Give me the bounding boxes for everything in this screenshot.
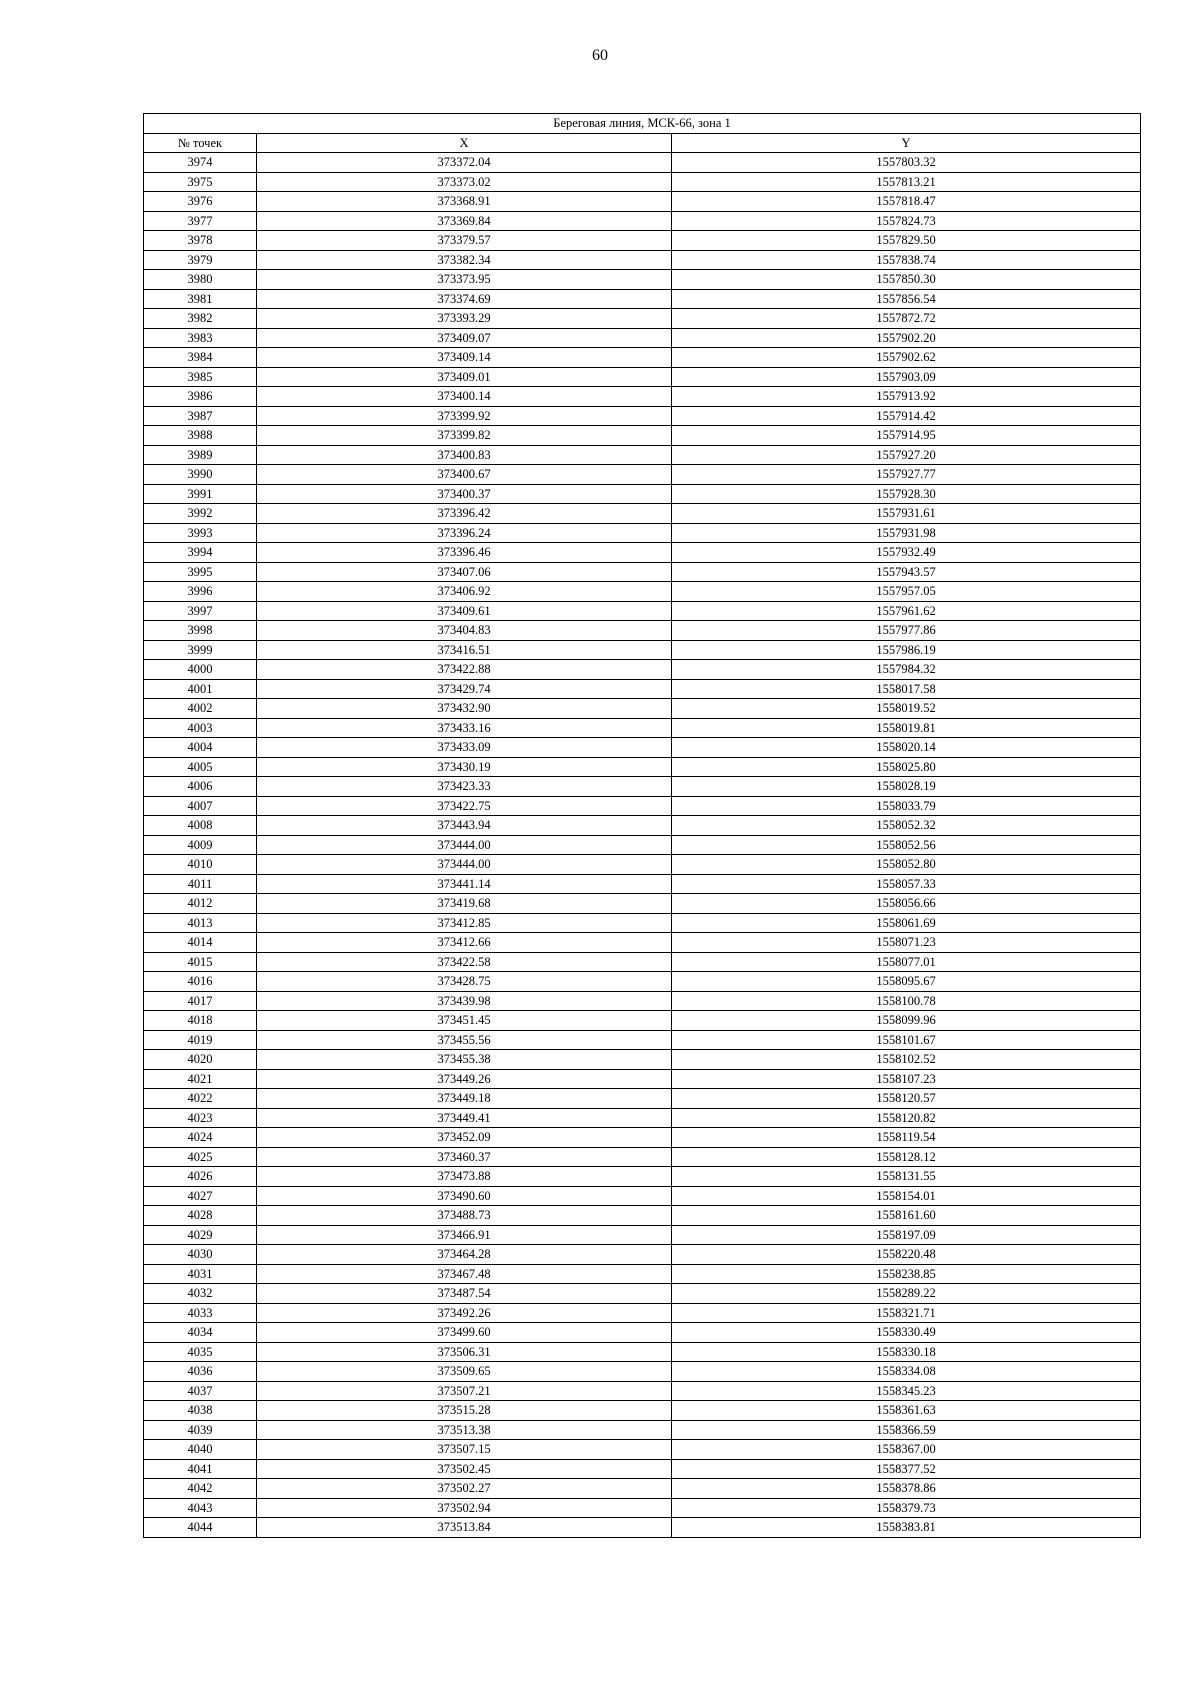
cell-y: 1558154.01	[672, 1186, 1141, 1206]
table-row	[144, 601, 1141, 621]
table-row	[144, 289, 1141, 309]
table-body	[144, 153, 1141, 1538]
cell-y: 1557931.61	[672, 504, 1141, 524]
cell-x: 373369.84	[257, 211, 672, 231]
cell-y: 1557943.57	[672, 562, 1141, 582]
cell-x: 373373.95	[257, 270, 672, 290]
cell-y: 1558161.60	[672, 1206, 1141, 1226]
cell-point-number: 3992	[144, 504, 257, 524]
cell-x: 373492.26	[257, 1303, 672, 1323]
cell-x: 373396.24	[257, 523, 672, 543]
cell-y: 1558366.59	[672, 1420, 1141, 1440]
cell-point-number: 3994	[144, 543, 257, 563]
table-row	[144, 1167, 1141, 1187]
cell-x: 373490.60	[257, 1186, 672, 1206]
cell-y: 1557829.50	[672, 231, 1141, 251]
cell-y: 1557928.30	[672, 484, 1141, 504]
cell-y: 1558017.58	[672, 679, 1141, 699]
cell-point-number: 3985	[144, 367, 257, 387]
cell-point-number: 4023	[144, 1108, 257, 1128]
cell-y: 1558052.56	[672, 835, 1141, 855]
cell-y: 1558095.67	[672, 972, 1141, 992]
table-row	[144, 874, 1141, 894]
cell-point-number: 4013	[144, 913, 257, 933]
cell-point-number: 4000	[144, 660, 257, 680]
cell-point-number: 4032	[144, 1284, 257, 1304]
cell-x: 373441.14	[257, 874, 672, 894]
cell-y: 1557931.98	[672, 523, 1141, 543]
column-header-x: X	[257, 133, 672, 153]
table-row	[144, 1245, 1141, 1265]
cell-x: 373400.83	[257, 445, 672, 465]
cell-point-number: 3983	[144, 328, 257, 348]
cell-x: 373444.00	[257, 835, 672, 855]
table-row	[144, 679, 1141, 699]
cell-x: 373455.38	[257, 1050, 672, 1070]
cell-y: 1557984.32	[672, 660, 1141, 680]
cell-y: 1557927.77	[672, 465, 1141, 485]
table-row	[144, 699, 1141, 719]
cell-x: 373467.48	[257, 1264, 672, 1284]
table-row	[144, 1498, 1141, 1518]
cell-point-number: 4003	[144, 718, 257, 738]
cell-point-number: 3997	[144, 601, 257, 621]
cell-y: 1558077.01	[672, 952, 1141, 972]
cell-x: 373513.38	[257, 1420, 672, 1440]
cell-point-number: 4009	[144, 835, 257, 855]
table-row	[144, 1030, 1141, 1050]
cell-x: 373433.09	[257, 738, 672, 758]
table-row	[144, 1479, 1141, 1499]
table-row	[144, 952, 1141, 972]
table-row	[144, 1011, 1141, 1031]
table-header-row	[144, 133, 1141, 153]
table-row	[144, 933, 1141, 953]
table-row	[144, 738, 1141, 758]
cell-y: 1558107.23	[672, 1069, 1141, 1089]
table-row	[144, 270, 1141, 290]
cell-y: 1558238.85	[672, 1264, 1141, 1284]
cell-point-number: 3987	[144, 406, 257, 426]
table-row	[144, 231, 1141, 251]
cell-x: 373423.33	[257, 777, 672, 797]
cell-x: 373509.65	[257, 1362, 672, 1382]
cell-x: 373464.28	[257, 1245, 672, 1265]
cell-point-number: 3978	[144, 231, 257, 251]
table-row	[144, 328, 1141, 348]
table-row	[144, 1323, 1141, 1343]
table-row	[144, 621, 1141, 641]
cell-x: 373419.68	[257, 894, 672, 914]
cell-point-number: 4001	[144, 679, 257, 699]
cell-x: 373433.16	[257, 718, 672, 738]
cell-y: 1558367.00	[672, 1440, 1141, 1460]
table-row	[144, 1069, 1141, 1089]
cell-x: 373422.75	[257, 796, 672, 816]
cell-y: 1557902.62	[672, 348, 1141, 368]
table-row	[144, 484, 1141, 504]
cell-y: 1558334.08	[672, 1362, 1141, 1382]
table-row	[144, 367, 1141, 387]
cell-x: 373404.83	[257, 621, 672, 641]
cell-point-number: 4040	[144, 1440, 257, 1460]
table-title: Береговая линия, МСК-66, зона 1	[144, 114, 1141, 134]
cell-y: 1558321.71	[672, 1303, 1141, 1323]
cell-point-number: 4008	[144, 816, 257, 836]
page-number: 60	[592, 47, 608, 64]
cell-y: 1558019.52	[672, 699, 1141, 719]
cell-y: 1558330.18	[672, 1342, 1141, 1362]
cell-y: 1558056.66	[672, 894, 1141, 914]
table-row	[144, 991, 1141, 1011]
cell-x: 373400.37	[257, 484, 672, 504]
cell-y: 1558019.81	[672, 718, 1141, 738]
cell-x: 373409.07	[257, 328, 672, 348]
cell-y: 1558378.86	[672, 1479, 1141, 1499]
table-row	[144, 640, 1141, 660]
cell-y: 1557838.74	[672, 250, 1141, 270]
table-row	[144, 1108, 1141, 1128]
cell-x: 373515.28	[257, 1401, 672, 1421]
cell-point-number: 4002	[144, 699, 257, 719]
cell-x: 373409.61	[257, 601, 672, 621]
cell-point-number: 4004	[144, 738, 257, 758]
cell-point-number: 4037	[144, 1381, 257, 1401]
cell-x: 373428.75	[257, 972, 672, 992]
cell-point-number: 4041	[144, 1459, 257, 1479]
cell-x: 373416.51	[257, 640, 672, 660]
cell-y: 1558052.32	[672, 816, 1141, 836]
cell-x: 373449.18	[257, 1089, 672, 1109]
cell-point-number: 3989	[144, 445, 257, 465]
cell-x: 373406.92	[257, 582, 672, 602]
cell-point-number: 4021	[144, 1069, 257, 1089]
table-row	[144, 348, 1141, 368]
cell-x: 373396.46	[257, 543, 672, 563]
cell-x: 373466.91	[257, 1225, 672, 1245]
cell-y: 1557902.20	[672, 328, 1141, 348]
table-row	[144, 1303, 1141, 1323]
cell-x: 373487.54	[257, 1284, 672, 1304]
cell-y: 1558345.23	[672, 1381, 1141, 1401]
cell-point-number: 4033	[144, 1303, 257, 1323]
cell-x: 373409.14	[257, 348, 672, 368]
cell-y: 1558120.57	[672, 1089, 1141, 1109]
cell-y: 1558197.09	[672, 1225, 1141, 1245]
cell-point-number: 3981	[144, 289, 257, 309]
cell-x: 373429.74	[257, 679, 672, 699]
cell-y: 1558052.80	[672, 855, 1141, 875]
table-row	[144, 1225, 1141, 1245]
cell-x: 373451.45	[257, 1011, 672, 1031]
cell-point-number: 4026	[144, 1167, 257, 1187]
table-row	[144, 1284, 1141, 1304]
cell-y: 1558100.78	[672, 991, 1141, 1011]
cell-point-number: 4020	[144, 1050, 257, 1070]
table-row	[144, 757, 1141, 777]
cell-point-number: 4019	[144, 1030, 257, 1050]
cell-y: 1558119.54	[672, 1128, 1141, 1148]
table-row	[144, 1128, 1141, 1148]
cell-x: 373507.21	[257, 1381, 672, 1401]
cell-y: 1558099.96	[672, 1011, 1141, 1031]
table-row	[144, 835, 1141, 855]
cell-x: 373430.19	[257, 757, 672, 777]
cell-point-number: 4018	[144, 1011, 257, 1031]
cell-point-number: 3996	[144, 582, 257, 602]
table-row	[144, 816, 1141, 836]
cell-point-number: 3982	[144, 309, 257, 329]
column-header-y: Y	[672, 133, 1141, 153]
cell-point-number: 4042	[144, 1479, 257, 1499]
cell-point-number: 4025	[144, 1147, 257, 1167]
cell-y: 1557818.47	[672, 192, 1141, 212]
cell-y: 1557977.86	[672, 621, 1141, 641]
cell-point-number: 4034	[144, 1323, 257, 1343]
cell-x: 373400.67	[257, 465, 672, 485]
cell-x: 373400.14	[257, 387, 672, 407]
cell-x: 373499.60	[257, 1323, 672, 1343]
table-row	[144, 523, 1141, 543]
cell-x: 373506.31	[257, 1342, 672, 1362]
cell-point-number: 4010	[144, 855, 257, 875]
column-header-point-number: № точек	[144, 133, 257, 153]
cell-point-number: 3975	[144, 172, 257, 192]
table-row	[144, 1518, 1141, 1538]
cell-y: 1557803.32	[672, 153, 1141, 173]
cell-x: 373412.66	[257, 933, 672, 953]
cell-point-number: 4016	[144, 972, 257, 992]
cell-y: 1558120.82	[672, 1108, 1141, 1128]
table-row	[144, 1401, 1141, 1421]
table-row	[144, 543, 1141, 563]
cell-x: 373439.98	[257, 991, 672, 1011]
cell-x: 373407.06	[257, 562, 672, 582]
cell-x: 373374.69	[257, 289, 672, 309]
cell-y: 1558020.14	[672, 738, 1141, 758]
table-row	[144, 913, 1141, 933]
cell-x: 373379.57	[257, 231, 672, 251]
cell-x: 373422.88	[257, 660, 672, 680]
cell-point-number: 4031	[144, 1264, 257, 1284]
table-row	[144, 894, 1141, 914]
cell-point-number: 4028	[144, 1206, 257, 1226]
cell-point-number: 4043	[144, 1498, 257, 1518]
cell-x: 373449.26	[257, 1069, 672, 1089]
cell-x: 373396.42	[257, 504, 672, 524]
cell-x: 373422.58	[257, 952, 672, 972]
table-row	[144, 192, 1141, 212]
cell-y: 1558033.79	[672, 796, 1141, 816]
cell-point-number: 3990	[144, 465, 257, 485]
cell-y: 1558057.33	[672, 874, 1141, 894]
cell-x: 373444.00	[257, 855, 672, 875]
cell-y: 1557932.49	[672, 543, 1141, 563]
cell-x: 373507.15	[257, 1440, 672, 1460]
cell-y: 1557824.73	[672, 211, 1141, 231]
table-row	[144, 1264, 1141, 1284]
cell-x: 373513.84	[257, 1518, 672, 1538]
cell-x: 373432.90	[257, 699, 672, 719]
table-row	[144, 250, 1141, 270]
table-row	[144, 1147, 1141, 1167]
cell-y: 1558220.48	[672, 1245, 1141, 1265]
cell-x: 373502.45	[257, 1459, 672, 1479]
table-row	[144, 855, 1141, 875]
cell-y: 1558025.80	[672, 757, 1141, 777]
cell-point-number: 3980	[144, 270, 257, 290]
cell-y: 1558071.23	[672, 933, 1141, 953]
table-row	[144, 406, 1141, 426]
table-row	[144, 211, 1141, 231]
table-row	[144, 426, 1141, 446]
table-row	[144, 1050, 1141, 1070]
cell-point-number: 4036	[144, 1362, 257, 1382]
cell-point-number: 4030	[144, 1245, 257, 1265]
cell-point-number: 4017	[144, 991, 257, 1011]
cell-y: 1557903.09	[672, 367, 1141, 387]
table-row	[144, 718, 1141, 738]
cell-y: 1557914.42	[672, 406, 1141, 426]
cell-point-number: 3998	[144, 621, 257, 641]
cell-point-number: 4039	[144, 1420, 257, 1440]
cell-y: 1558028.19	[672, 777, 1141, 797]
cell-y: 1557813.21	[672, 172, 1141, 192]
cell-x: 373372.04	[257, 153, 672, 173]
cell-x: 373449.41	[257, 1108, 672, 1128]
cell-y: 1558377.52	[672, 1459, 1141, 1479]
table-row	[144, 660, 1141, 680]
cell-point-number: 3976	[144, 192, 257, 212]
table-row	[144, 465, 1141, 485]
cell-point-number: 3995	[144, 562, 257, 582]
cell-y: 1557913.92	[672, 387, 1141, 407]
cell-point-number: 3984	[144, 348, 257, 368]
coordinates-table	[143, 113, 1141, 1538]
table-row	[144, 1420, 1141, 1440]
cell-y: 1557961.62	[672, 601, 1141, 621]
cell-y: 1558128.12	[672, 1147, 1141, 1167]
cell-point-number: 4027	[144, 1186, 257, 1206]
cell-point-number: 3991	[144, 484, 257, 504]
cell-point-number: 4014	[144, 933, 257, 953]
cell-point-number: 3979	[144, 250, 257, 270]
cell-point-number: 3993	[144, 523, 257, 543]
cell-point-number: 4038	[144, 1401, 257, 1421]
table-row	[144, 445, 1141, 465]
table-row	[144, 1342, 1141, 1362]
cell-y: 1558102.52	[672, 1050, 1141, 1070]
cell-point-number: 4035	[144, 1342, 257, 1362]
table-row	[144, 504, 1141, 524]
table-row	[144, 1206, 1141, 1226]
cell-point-number: 4044	[144, 1518, 257, 1538]
cell-point-number: 4005	[144, 757, 257, 777]
cell-y: 1558379.73	[672, 1498, 1141, 1518]
table-row	[144, 1186, 1141, 1206]
cell-point-number: 3988	[144, 426, 257, 446]
cell-point-number: 4007	[144, 796, 257, 816]
table-row	[144, 777, 1141, 797]
table-row	[144, 309, 1141, 329]
cell-y: 1558330.49	[672, 1323, 1141, 1343]
cell-x: 373368.91	[257, 192, 672, 212]
cell-point-number: 4012	[144, 894, 257, 914]
table-row	[144, 796, 1141, 816]
cell-y: 1557914.95	[672, 426, 1141, 446]
cell-x: 373382.34	[257, 250, 672, 270]
table-row	[144, 1381, 1141, 1401]
cell-y: 1558383.81	[672, 1518, 1141, 1538]
cell-point-number: 3974	[144, 153, 257, 173]
table-row	[144, 972, 1141, 992]
cell-x: 373399.82	[257, 426, 672, 446]
cell-y: 1558131.55	[672, 1167, 1141, 1187]
cell-x: 373455.56	[257, 1030, 672, 1050]
cell-x: 373409.01	[257, 367, 672, 387]
cell-point-number: 4029	[144, 1225, 257, 1245]
cell-x: 373373.02	[257, 172, 672, 192]
table-row	[144, 1362, 1141, 1382]
table-row	[144, 1089, 1141, 1109]
cell-y: 1557986.19	[672, 640, 1141, 660]
cell-x: 373473.88	[257, 1167, 672, 1187]
table-row	[144, 1440, 1141, 1460]
table-row	[144, 153, 1141, 173]
cell-y: 1557850.30	[672, 270, 1141, 290]
cell-x: 373443.94	[257, 816, 672, 836]
cell-point-number: 4015	[144, 952, 257, 972]
cell-y: 1558361.63	[672, 1401, 1141, 1421]
cell-x: 373502.27	[257, 1479, 672, 1499]
cell-x: 373393.29	[257, 309, 672, 329]
cell-y: 1557856.54	[672, 289, 1141, 309]
cell-y: 1557957.05	[672, 582, 1141, 602]
cell-point-number: 4024	[144, 1128, 257, 1148]
table-row	[144, 562, 1141, 582]
cell-y: 1557872.72	[672, 309, 1141, 329]
cell-x: 373502.94	[257, 1498, 672, 1518]
table-title-row	[144, 114, 1141, 134]
cell-y: 1558101.67	[672, 1030, 1141, 1050]
cell-y: 1558289.22	[672, 1284, 1141, 1304]
cell-x: 373488.73	[257, 1206, 672, 1226]
cell-x: 373452.09	[257, 1128, 672, 1148]
cell-point-number: 4011	[144, 874, 257, 894]
cell-point-number: 3986	[144, 387, 257, 407]
table-row	[144, 1459, 1141, 1479]
cell-y: 1558061.69	[672, 913, 1141, 933]
table-row	[144, 172, 1141, 192]
cell-x: 373460.37	[257, 1147, 672, 1167]
table-row	[144, 582, 1141, 602]
cell-point-number: 3977	[144, 211, 257, 231]
cell-point-number: 4006	[144, 777, 257, 797]
cell-x: 373399.92	[257, 406, 672, 426]
table-row	[144, 387, 1141, 407]
cell-y: 1557927.20	[672, 445, 1141, 465]
cell-point-number: 4022	[144, 1089, 257, 1109]
cell-point-number: 3999	[144, 640, 257, 660]
cell-x: 373412.85	[257, 913, 672, 933]
